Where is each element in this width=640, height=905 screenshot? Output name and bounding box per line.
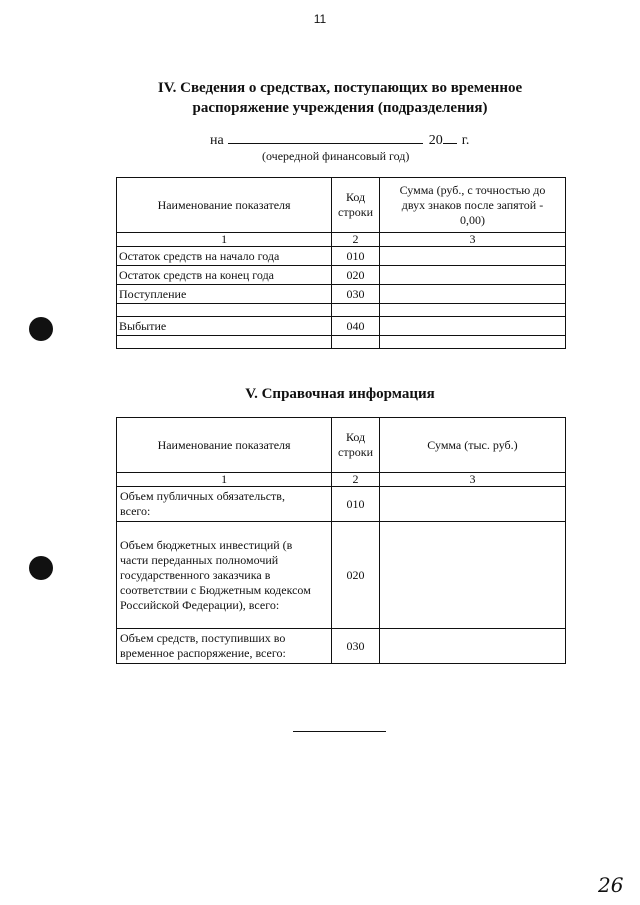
header-amount-line1: Сумма (руб., с точностью до bbox=[399, 182, 546, 197]
row-code: 020 bbox=[332, 266, 380, 285]
date-prefix: на bbox=[210, 133, 224, 148]
header-code-line1: Код bbox=[345, 430, 366, 444]
header-amount-line2: двух знаков после запятой - bbox=[401, 197, 544, 212]
empty-cell bbox=[117, 336, 332, 349]
row-name bbox=[117, 629, 332, 664]
row-name: Поступление bbox=[117, 285, 332, 304]
row-name-line: соответствии с Бюджетным кодексом bbox=[120, 582, 311, 597]
header-code-line2: строки bbox=[338, 205, 374, 219]
column-number-row bbox=[117, 233, 566, 247]
table-row bbox=[117, 317, 566, 336]
table-row bbox=[117, 266, 566, 285]
row-code: 040 bbox=[332, 317, 380, 336]
amount-cell[interactable] bbox=[379, 522, 565, 629]
empty-cell bbox=[332, 304, 380, 317]
column-number: 3 bbox=[379, 473, 565, 487]
amount-cell[interactable] bbox=[379, 285, 565, 304]
column-number: 1 bbox=[117, 473, 332, 487]
section-5-title: V. Справочная информация bbox=[245, 386, 435, 402]
amount-cell[interactable] bbox=[379, 317, 565, 336]
amount-cell[interactable] bbox=[379, 266, 565, 285]
header-code-line2: строки bbox=[338, 445, 374, 459]
end-divider bbox=[293, 731, 386, 732]
table-row bbox=[117, 487, 566, 522]
handwritten-page-mark: 26 bbox=[598, 873, 624, 897]
row-code: 030 bbox=[332, 285, 380, 304]
row-code: 010 bbox=[332, 487, 380, 522]
row-name-line: Объем бюджетных инвестиций (в bbox=[120, 537, 293, 552]
empty-cell bbox=[332, 336, 380, 349]
table-row-empty bbox=[117, 336, 566, 349]
date-caption: (очередной финансовый год) bbox=[262, 149, 410, 163]
header-indicator-name: Наименование показателя bbox=[117, 418, 332, 473]
header-indicator-name: Наименование показателя bbox=[117, 178, 332, 233]
row-code: 030 bbox=[332, 629, 380, 664]
amount-cell[interactable] bbox=[379, 304, 565, 317]
table-row bbox=[117, 285, 566, 304]
amount-cell[interactable] bbox=[379, 247, 565, 266]
column-number: 3 bbox=[379, 233, 565, 247]
year-blank-field[interactable] bbox=[443, 130, 457, 144]
row-name-line: Объем публичных обязательств, bbox=[120, 489, 285, 503]
row-name-line: государственного заказчика в bbox=[120, 567, 271, 582]
binder-hole-icon bbox=[29, 556, 53, 580]
reference-table bbox=[116, 417, 566, 664]
section-4-title-line2: распоряжение учреждения (подразделения) bbox=[192, 100, 488, 116]
amount-cell[interactable] bbox=[379, 629, 565, 664]
table-row bbox=[117, 629, 566, 664]
row-name-line: части переданных полномочий bbox=[120, 552, 279, 567]
row-name-line: Российской Федерации), всего: bbox=[120, 597, 280, 612]
section-4-title-line1: IV. Сведения о средствах, поступающих во временное bbox=[157, 80, 523, 96]
header-code-line1: Код bbox=[345, 190, 366, 204]
column-number: 1 bbox=[117, 233, 332, 247]
row-name bbox=[117, 522, 332, 629]
funds-table bbox=[116, 177, 566, 349]
column-number: 2 bbox=[332, 473, 380, 487]
row-name: Выбытие bbox=[117, 317, 332, 336]
date-year-prefix: 20 bbox=[428, 133, 443, 148]
empty-cell bbox=[117, 304, 332, 317]
date-blank-field[interactable] bbox=[228, 130, 423, 144]
table-row bbox=[117, 522, 566, 629]
row-name-line: временное распоряжение, всего: bbox=[120, 646, 286, 660]
section-4-title bbox=[100, 78, 580, 118]
amount-cell[interactable] bbox=[379, 487, 565, 522]
header-amount bbox=[379, 178, 565, 233]
row-code: 010 bbox=[332, 247, 380, 266]
table-header-row bbox=[117, 178, 566, 233]
row-name: Остаток средств на начало года bbox=[117, 247, 332, 266]
row-name-line: Объем средств, поступивших во bbox=[120, 631, 286, 645]
table-row-empty bbox=[117, 304, 566, 317]
table-header-row bbox=[117, 418, 566, 473]
amount-cell[interactable] bbox=[379, 336, 565, 349]
column-number: 2 bbox=[332, 233, 380, 247]
date-line bbox=[210, 130, 469, 149]
header-line-code bbox=[332, 418, 380, 473]
header-amount-line3: 0,00) bbox=[459, 212, 485, 227]
row-name bbox=[117, 487, 332, 522]
page-number: 11 bbox=[313, 12, 327, 26]
header-line-code bbox=[332, 178, 380, 233]
binder-hole-icon bbox=[29, 317, 53, 341]
row-code: 020 bbox=[332, 522, 380, 629]
table-row bbox=[117, 247, 566, 266]
row-name: Остаток средств на конец года bbox=[117, 266, 332, 285]
date-suffix: г. bbox=[461, 133, 470, 148]
header-amount: Сумма (тыс. руб.) bbox=[379, 418, 565, 473]
column-number-row bbox=[117, 473, 566, 487]
row-name-line: всего: bbox=[120, 504, 151, 518]
